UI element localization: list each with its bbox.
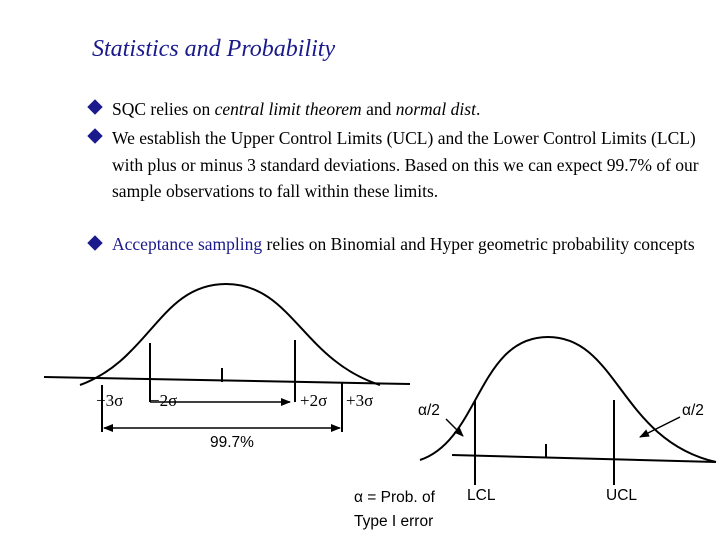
bullet-1-text: SQC relies on central limit theorem and normal dist. <box>112 99 481 119</box>
lcl-label: LCL <box>467 487 496 504</box>
right-normal-curve-group <box>420 337 716 485</box>
bullet-3-text: Acceptance sampling relies on Binomial and Hyper geometric probability concepts <box>112 234 695 254</box>
alpha-half-left-label: α/2 <box>418 402 440 419</box>
minus2-sigma-label: −2σ <box>150 391 178 410</box>
right-baseline <box>452 455 716 462</box>
plus2-sigma-label: +2σ <box>300 391 328 410</box>
ucl-label: UCL <box>606 487 638 504</box>
page-title: Statistics and Probability <box>92 36 336 62</box>
bullet-2-text: We establish the Upper Control Limits (UCL) and the Lower Control Limits (LCL) with plus or minus 3 standard deviations. Based on this we can expect 99.7% of our sample observations to fall within these limits. <box>112 128 699 201</box>
left-baseline <box>44 377 410 384</box>
alpha-half-right-label: α/2 <box>682 402 704 419</box>
acceptance-sampling-highlight: Acceptance sampling <box>112 234 263 254</box>
plus3-sigma-label: +3σ <box>346 391 374 410</box>
left-bell-curve <box>80 284 380 385</box>
right-bell-curve <box>420 337 716 462</box>
range-percent-label: 99.7% <box>210 434 254 451</box>
alpha-caption-line1: α = Prob. of <box>354 489 435 506</box>
alpha-caption-line2: Type I error <box>354 513 434 530</box>
minus3-sigma-label: −3σ <box>96 391 124 410</box>
